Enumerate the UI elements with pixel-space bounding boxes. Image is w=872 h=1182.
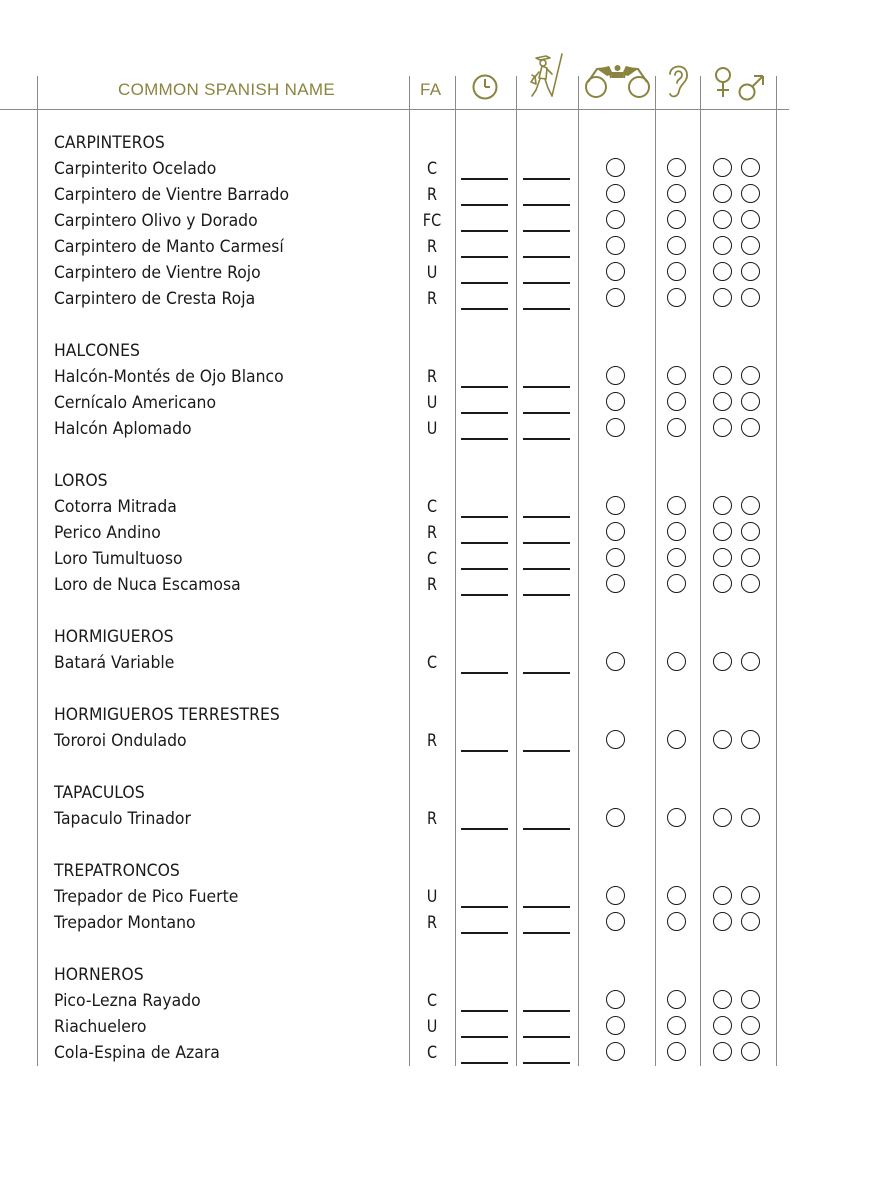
abundance-code: R [426,523,438,543]
seen-checkbox[interactable] [606,392,625,411]
male-checkbox[interactable] [741,522,760,541]
heard-checkbox[interactable] [667,366,686,385]
place-blank[interactable] [523,828,570,830]
female-checkbox[interactable] [713,574,732,593]
seen-checkbox[interactable] [606,184,625,203]
group-title: HORMIGUEROS TERRESTRES [54,705,280,725]
male-checkbox[interactable] [741,288,760,307]
female-checkbox[interactable] [713,262,732,281]
seen-checkbox[interactable] [606,288,625,307]
place-blank[interactable] [523,282,570,284]
male-checkbox[interactable] [741,236,760,255]
column-rule-left [37,76,38,1066]
female-checkbox[interactable] [713,652,732,671]
heard-checkbox[interactable] [667,574,686,593]
place-blank[interactable] [523,932,570,934]
abundance-code: C [426,1043,438,1063]
time-blank[interactable] [461,672,508,674]
male-checkbox[interactable] [741,210,760,229]
place-blank[interactable] [523,542,570,544]
time-blank[interactable] [461,828,508,830]
place-blank[interactable] [523,204,570,206]
species-name: Loro Tumultuoso [54,549,183,569]
time-blank[interactable] [461,282,508,284]
abundance-code: R [426,913,438,933]
place-blank[interactable] [523,1010,570,1012]
seen-checkbox[interactable] [606,912,625,931]
heard-checkbox[interactable] [667,886,686,905]
seen-checkbox[interactable] [606,236,625,255]
place-blank[interactable] [523,256,570,258]
ear-icon [664,60,692,100]
binoculars-icon [583,60,653,100]
place-blank[interactable] [523,516,570,518]
time-blank[interactable] [461,1036,508,1038]
seen-checkbox[interactable] [606,886,625,905]
group-title: LOROS [54,471,108,491]
abundance-code: U [426,419,438,439]
place-blank[interactable] [523,178,570,180]
seen-checkbox[interactable] [606,158,625,177]
time-blank[interactable] [461,256,508,258]
abundance-code: C [426,991,438,1011]
seen-checkbox[interactable] [606,418,625,437]
column-rule-time [455,76,456,1066]
species-name: Cola-Espina de Azara [54,1043,220,1063]
male-checkbox[interactable] [741,730,760,749]
time-blank[interactable] [461,594,508,596]
seen-checkbox[interactable] [606,496,625,515]
time-blank[interactable] [461,386,508,388]
species-name: Riachuelero [54,1017,147,1037]
heard-checkbox[interactable] [667,548,686,567]
seen-checkbox[interactable] [606,366,625,385]
species-name: Carpintero de Vientre Barrado [54,185,290,205]
female-checkbox[interactable] [713,158,732,177]
group-title: TREPATRONCOS [54,861,180,881]
abundance-code: R [426,185,438,205]
hiker-icon [526,52,566,100]
column-rule-sex [700,76,701,1066]
group-title: CARPINTEROS [54,133,165,153]
abundance-code: U [426,1017,438,1037]
time-blank[interactable] [461,542,508,544]
abundance-code: R [426,289,438,309]
species-name: Batará Variable [54,653,175,673]
female-checkbox[interactable] [713,210,732,229]
abundance-code: R [426,237,438,257]
group-title: TAPACULOS [54,783,145,803]
abundance-code: U [426,393,438,413]
male-checkbox[interactable] [741,1042,760,1061]
header-fa-label: FA [420,80,442,99]
female-checkbox[interactable] [713,990,732,1009]
seen-checkbox[interactable] [606,1042,625,1061]
group-title: HORNEROS [54,965,144,985]
female-checkbox[interactable] [713,1042,732,1061]
place-blank[interactable] [523,386,570,388]
place-blank[interactable] [523,412,570,414]
time-blank[interactable] [461,308,508,310]
abundance-code: C [426,159,438,179]
male-symbol-icon [737,72,767,102]
time-blank[interactable] [461,906,508,908]
column-rule-right [776,76,777,1066]
female-checkbox[interactable] [713,236,732,255]
group-title: HORMIGUEROS [54,627,174,647]
abundance-code: U [426,263,438,283]
species-name: Carpintero de Cresta Roja [54,289,256,309]
time-blank[interactable] [461,1010,508,1012]
female-checkbox[interactable] [713,808,732,827]
place-blank[interactable] [523,594,570,596]
header-divider [0,109,789,110]
female-checkbox[interactable] [713,730,732,749]
heard-checkbox[interactable] [667,1016,686,1035]
time-blank[interactable] [461,438,508,440]
heard-checkbox[interactable] [667,522,686,541]
time-blank[interactable] [461,1062,508,1064]
male-checkbox[interactable] [741,496,760,515]
species-name: Halcón-Montés de Ojo Blanco [54,367,284,387]
female-checkbox[interactable] [713,392,732,411]
group-title: HALCONES [54,341,140,361]
seen-checkbox[interactable] [606,730,625,749]
male-checkbox[interactable] [741,158,760,177]
male-checkbox[interactable] [741,392,760,411]
time-blank[interactable] [461,516,508,518]
header-name-label: COMMON SPANISH NAME [118,80,335,99]
male-checkbox[interactable] [741,652,760,671]
species-name: Carpintero de Vientre Rojo [54,263,261,283]
clock-icon [470,72,500,102]
male-checkbox[interactable] [741,808,760,827]
female-checkbox[interactable] [713,418,732,437]
abundance-code: U [426,887,438,907]
species-name: Perico Andino [54,523,161,543]
place-blank[interactable] [523,906,570,908]
male-checkbox[interactable] [741,262,760,281]
species-name: Cotorra Mitrada [54,497,177,517]
seen-checkbox[interactable] [606,574,625,593]
female-checkbox[interactable] [713,522,732,541]
heard-checkbox[interactable] [667,158,686,177]
seen-checkbox[interactable] [606,210,625,229]
female-checkbox[interactable] [713,1016,732,1035]
column-rule-place [516,76,517,1066]
male-checkbox[interactable] [741,574,760,593]
time-blank[interactable] [461,932,508,934]
place-blank[interactable] [523,750,570,752]
species-name: Loro de Nuca Escamosa [54,575,241,595]
female-checkbox[interactable] [713,184,732,203]
species-name: Tapaculo Trinador [54,809,191,829]
place-blank[interactable] [523,230,570,232]
abundance-code: C [426,497,438,517]
heard-checkbox[interactable] [667,912,686,931]
seen-checkbox[interactable] [606,262,625,281]
heard-checkbox[interactable] [667,496,686,515]
time-blank[interactable] [461,230,508,232]
female-symbol-icon [712,66,734,100]
heard-checkbox[interactable] [667,184,686,203]
male-checkbox[interactable] [741,886,760,905]
place-blank[interactable] [523,568,570,570]
heard-checkbox[interactable] [667,392,686,411]
heard-checkbox[interactable] [667,990,686,1009]
heard-checkbox[interactable] [667,730,686,749]
abundance-code: R [426,809,438,829]
male-checkbox[interactable] [741,418,760,437]
species-name: Tororoi Ondulado [54,731,187,751]
column-rule-heard [655,76,656,1066]
female-checkbox[interactable] [713,366,732,385]
male-checkbox[interactable] [741,912,760,931]
male-checkbox[interactable] [741,1016,760,1035]
column-rule-seen [578,76,579,1066]
seen-checkbox[interactable] [606,808,625,827]
time-blank[interactable] [461,204,508,206]
heard-checkbox[interactable] [667,236,686,255]
seen-checkbox[interactable] [606,522,625,541]
seen-checkbox[interactable] [606,652,625,671]
female-checkbox[interactable] [713,496,732,515]
male-checkbox[interactable] [741,990,760,1009]
seen-checkbox[interactable] [606,1016,625,1035]
abundance-code: R [426,731,438,751]
abundance-code: C [426,549,438,569]
heard-checkbox[interactable] [667,288,686,307]
male-checkbox[interactable] [741,366,760,385]
species-name: Carpinterito Ocelado [54,159,217,179]
heard-checkbox[interactable] [667,210,686,229]
species-name: Cernícalo Americano [54,393,217,413]
species-name: Trepador Montano [54,913,196,933]
male-checkbox[interactable] [741,184,760,203]
time-blank[interactable] [461,568,508,570]
time-blank[interactable] [461,750,508,752]
species-name: Trepador de Pico Fuerte [54,887,239,907]
species-name: Halcón Aplomado [54,419,192,439]
abundance-code: R [426,367,438,387]
place-blank[interactable] [523,438,570,440]
seen-checkbox[interactable] [606,990,625,1009]
seen-checkbox[interactable] [606,548,625,567]
species-name: Carpintero Olivo y Dorado [54,211,258,231]
heard-checkbox[interactable] [667,652,686,671]
place-blank[interactable] [523,1062,570,1064]
heard-checkbox[interactable] [667,262,686,281]
abundance-code: C [426,653,438,673]
place-blank[interactable] [523,672,570,674]
place-blank[interactable] [523,308,570,310]
species-name: Carpintero de Manto Carmesí [54,237,284,257]
heard-checkbox[interactable] [667,418,686,437]
abundance-code: R [426,575,438,595]
heard-checkbox[interactable] [667,1042,686,1061]
female-checkbox[interactable] [713,548,732,567]
column-rule-fa [409,76,410,1066]
place-blank[interactable] [523,1036,570,1038]
time-blank[interactable] [461,412,508,414]
male-checkbox[interactable] [741,548,760,567]
female-checkbox[interactable] [713,288,732,307]
species-name: Pico-Lezna Rayado [54,991,201,1011]
female-checkbox[interactable] [713,912,732,931]
abundance-code: FC [422,211,442,231]
time-blank[interactable] [461,178,508,180]
female-checkbox[interactable] [713,886,732,905]
heard-checkbox[interactable] [667,808,686,827]
